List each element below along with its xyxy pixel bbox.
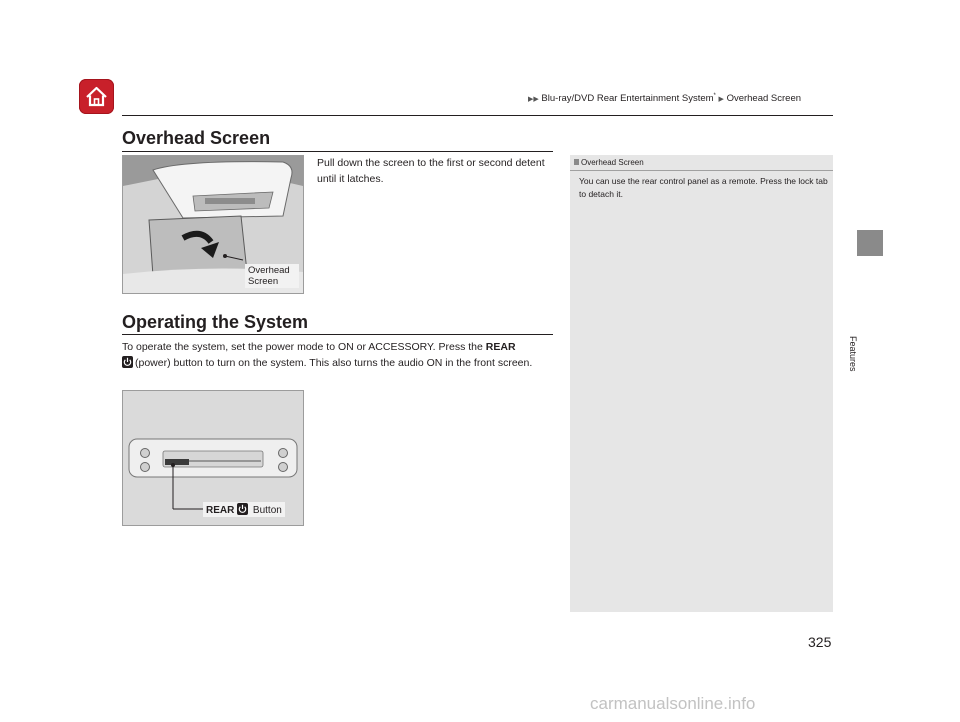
overhead-screen-body-text: Pull down the screen to the first or second detent until it latches.: [317, 157, 545, 185]
features-tab-marker[interactable]: [857, 230, 883, 256]
note-panel: [570, 155, 833, 612]
home-icon: [83, 83, 110, 110]
operating-body-part-1: To operate the system, set the power mode to ON or ACCESSORY. Press the: [122, 341, 483, 353]
breadcrumb-arrow-icon: ▶: [718, 96, 724, 104]
rear-button-callout: [203, 502, 285, 517]
rear-button-callout-bold: REAR: [206, 505, 235, 516]
section-title-overhead-screen: Overhead Screen: [122, 128, 271, 148]
rear-label: REAR: [485, 341, 516, 353]
power-icon: [122, 356, 133, 368]
overhead-screen-callout: Overhead Screen: [245, 264, 299, 288]
home-button[interactable]: [79, 79, 114, 114]
note-heading-text: Overhead Screen: [581, 158, 644, 167]
note-text: You can use the rear control panel as a remote. Press the lock tab to detach it.: [579, 176, 828, 199]
section-divider: [122, 334, 553, 335]
operating-body-part-2: (power) button to turn on the system. This also turns the audio ON in the front screen.: [135, 357, 533, 369]
breadcrumb-part-1[interactable]: Blu-ray/DVD Rear Entertainment System: [541, 93, 714, 105]
header-divider: [122, 115, 833, 116]
watermark: carmanualsonline.info: [590, 694, 756, 713]
section-title-operating-system: Operating the System: [122, 312, 309, 332]
note-divider: [570, 170, 833, 171]
breadcrumb-asterisk: *: [713, 93, 716, 99]
breadcrumb-part-2[interactable]: Overhead Screen: [726, 93, 802, 105]
operating-body-text: [122, 339, 554, 371]
note-heading: [574, 158, 644, 167]
breadcrumb-arrow-icon: ▶▶: [528, 96, 539, 104]
section-divider: [122, 151, 553, 152]
rear-button-callout-text: Button: [252, 505, 282, 516]
note-bookmark-icon: [574, 159, 579, 165]
page-number: 325: [808, 634, 832, 650]
power-icon: [237, 503, 248, 515]
features-tab-label: Features: [848, 336, 858, 372]
breadcrumb: [528, 93, 801, 104]
